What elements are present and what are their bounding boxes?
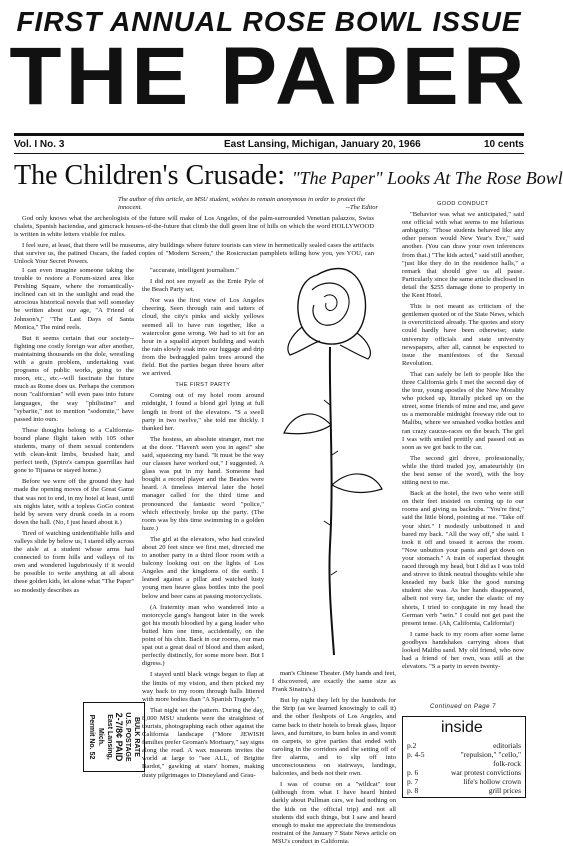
price: 10 cents (483, 139, 524, 150)
rose-illustration (272, 255, 392, 665)
col2-paragraph: That night set the pattern. During the day, 8,000 MSU students were the straightest of tourists, photographing each other against the California landscape ("More JEWISH families prefer Groman's Mortuary," say signs along the road. A wax museum invites the world at large to "see ALL, of Brigitte Bardot," gawking at stars' homes, making dusty pilgrimages to Disneyland and Grau- (142, 706, 264, 779)
col4-paragraph: Back at the hotel, the two who were still on their feet insisted on coming up to our rooms and giving us backrubs. "You're first," said the little blond, pointing at me. "Take off your shirt." I modestly unbuttoned it and bared my back. "All the way off," she said. I took it off and tossed it across the room. "Now unbutton your pants and get down on your stomach." A train of superfast thought raced through my head, but I did as I was told and strove to think neutral thoughts while she kneaded my back like the good nursing student she was. As her hands disappeared, albeit not very far, under the elastic of my shorts, I tried to conjugate in my head the German verb "sein." I could not get past the present tense. (Ah, California, California!) (402, 490, 524, 627)
col4-paragraph: That can safely be left to people like the three California girls I met the second day of the tour, young apostles of the New Morality who picked up, literally picked up on the street, some friends of mine and me, and gave us a memorable midnight freeway ride out to Malibu, where we smashed vodka bottles and ran crazy caucus-races on the beach. The girl I was with smiled prettily and passed out as soon as we got back to the car. (402, 370, 524, 451)
inside-topic: life's hollow crown (463, 777, 521, 786)
stamp-line: 2-7/8¢ PAID (114, 712, 124, 762)
top-rule (14, 133, 524, 136)
stamp-line: East Lansing, Mich. (97, 714, 113, 760)
rose-icon (272, 255, 392, 665)
article-column-1 (14, 267, 134, 679)
lead-paragraph: God only knows what the archeologists of the future will make of Los Angeles, of the palm-surrounded Venetian palazzos, Swiss chalets, Spanish haciendas, and gimcrack houses-of-the-future that climb the dull green line of hills on which the word HOLLYWOOD is written in white letters visible for miles. (14, 215, 374, 239)
inside-topic: editorials (493, 741, 521, 750)
editor-note-text: The author of this article, an MSU student, wishes to remain anonymous in order to protect the innocent. (118, 196, 365, 211)
inside-topic: "repulsion," "cello," (460, 750, 521, 759)
inside-page: p. 8 (407, 786, 419, 795)
col2-paragraph: The hostess, an absolute stranger, met me at the door. "Haven't seen you in ages!" she said, squeezing my hand. "It must be the way our classes have worked out," I suggested. A glass was put in my hand. Someone had bought a record player and the Beatles were heard. A timeless interval later the hotel manager called for the third time and pronounced the fantastic word "police," which effectively broke up the party. (The room was by this time swimming in a golden haze.) (142, 435, 264, 532)
col2-paragraph: "accurate, intelligent journalism." (150, 267, 239, 274)
editor-note (118, 196, 378, 211)
subhead-first-party: THE FIRST PARTY (175, 382, 231, 389)
inside-index (402, 716, 526, 798)
stamp-line: BULK RATE (133, 717, 140, 757)
inside-row[interactable] (407, 759, 521, 768)
inside-title: inside (441, 719, 483, 736)
col3-paragraph: I was of course on a "wildcat" tour (although from what I have heard hinted darkly about Pullman cars, we had nothing on the kids on the official trip) and not all students did such things, but I saw and heard enough to make me appreciate the tremendous restraint of the January 7 State News article on MSU's conduct in California. (272, 781, 396, 845)
col1-paragraph: Tired of watching unidentifiable hills and valleys slide by below us, I stared idly across the aisle at a student whose arms had connected to form hills and valleys of its own and wondered lugubriously if it would be possible to write anything at all about these golden kids, let alone what "The Paper" so modestly describes as (14, 529, 135, 594)
inside-topic: war protest convictions (451, 768, 521, 777)
subhead-good-conduct: GOOD CONDUCT (437, 201, 489, 207)
inside-row[interactable] (407, 768, 521, 777)
editor-attribution: --The Editor (345, 204, 378, 211)
postage-stamp (83, 702, 145, 772)
col3-paragraph: man's Chinese Theater. (My hands and feet, I discovered, are exactly the same size as Frank Sinatra's.) (272, 670, 396, 694)
inside-row[interactable] (407, 750, 521, 759)
headline-sub: "The Paper" Looks At The Rose Bowl (292, 168, 563, 188)
col4-paragraph: I came back to my room after some lame goodbyes handshakes carrying shoes that looked Malibu sand. My old friend, who now had a friend of her own, was still at the elevators. "S a party in seven twenty- (402, 630, 524, 671)
inside-page: p. 4-5 (407, 750, 425, 759)
stamp-line: U.S. POSTAGE (124, 712, 131, 762)
col2-paragraph: I did not see myself as the Ernie Pyle of the Beach Party set. (142, 278, 264, 294)
inside-list (407, 741, 521, 795)
volume-number: Vol. I No. 3 (14, 139, 65, 150)
article-column-2 (142, 267, 264, 795)
col1-paragraph: I can even imagine someone taking the trouble to restore a Forum-sized area like Pershing Square, where the romantically-inclined can sit in the sunlight and read the atrocious historical novels that will someday be written about our age, "A Friend of Johnson's," "The Last Days of Santa Monica," The mind reels. (14, 267, 134, 331)
headline-main: The Children's Crusade: (14, 160, 285, 191)
col4-paragraph: The second girl drove, professionally, while the third traded joy, amateurishly (in the best sense of the word), with the boy sitting next to me. (402, 454, 524, 487)
inside-row[interactable] (407, 777, 521, 786)
col2-paragraph: Nor was the first view of Los Angeles cheering. Seen through rain and tatters of cloud, the city's pinks and sickly yellows seemed all to have run together, like a watercolor gone wrong. We had to sit for an hour in a squalid airport building and watch the rain slowly soak into our luggage and drip from the bedraggled palm trees around the field. But the parties began three hours after we arrived. (142, 297, 264, 378)
inside-topic: folk-rock (493, 759, 521, 768)
headline (14, 160, 563, 192)
col1-paragraph: These thoughts belong to a California-bound plane flight taken with 105 other students, many of them sexual contenders with clean-knit limbs, brushed hair, and perfect teeth, (Spiro's campus guerrillas had gone to Tijuana or stayed home.) (14, 426, 134, 475)
col3-paragraph: But by night they left by the hundreds for the Strip (as we learned knowingly to call it) and the other fleshpots of Los Angeles, and came back to their hotels to break glass, liquor laws, and furniture, to burn holes in and vomit on carpets, to give parties that ended with caroling in the corridors and the setting off of fire alarms, and to slip off into unconsciousness on stairways, landings, balconies, and beds not their own. (272, 697, 396, 778)
col1-paragraph: Before we were off the ground they had made the opening moves of the Great Game that was not to end, in my hotel at least, until six nights later, with a topless GoGo contest held by seven very drunk coeds in a room down the hall. (No, I just heard about it.) (14, 478, 134, 526)
lead-paragraph-2: I feel sure, at least, that there will be museums, airy buildings where future tourists can view in hermetically sealed cases the artifacts that survive us, the patined Oscars, the faded copies of "Modern Screen," the Rosicrucian pamphlets telling how you, yes YOU, can Unlock Your Secret Powers. (14, 242, 374, 266)
col2-paragraph: (A fraternity man who wandered into a motorcycle gang's hangout later in the week got his mouth bloodied by a gang leader who butted him one time, accidentally, on the point of his chin. Back in our rooms, our man spat out a great deal of blood and then asked, perfectly distinctly, for some more beer. But I digress.) (142, 603, 264, 668)
col2-paragraph: The girl at the elevators, who had crawled about 20 feet since we first met, directed me to another party in a third floor room with a balcony looking out on the lights of Los Angeles and the kingdoms of the earth. I leaned against a pillar and watched lusty young men heave glass bottles into the pool below and beer cans at passing motorcyclists. (142, 535, 264, 600)
inside-page: p. 6 (407, 768, 419, 777)
masthead-title: THE PAPER (9, 31, 529, 122)
col2-paragraph: I stayed until black wings began to flap at the limits of my vision, and then picked my way back to my room through halls littered with more bodies than "A Spanish Tragedy." (142, 671, 264, 703)
inside-page: p.2 (407, 741, 417, 750)
col1-paragraph: But it seems certain that our society--fighting one costly foreign war after another, maintaining thousands on the dole, wrestling with a grain problem, undertaking vast programs of public works, going to the moon, etc., etc.--will fascinate the future much as Rome does us. Perhaps the common noun "californian" will even pass into future languages, the way "philistine" and "sybarite," not to mention "sodomite," have passed into ours. (14, 334, 134, 423)
stamp-line: Permit No. 52 (88, 714, 95, 760)
inside-topic: grill prices (488, 786, 521, 795)
continued-link[interactable]: Continued on Page 7 (430, 704, 496, 710)
inside-row[interactable] (407, 741, 521, 750)
col4-paragraph: This is not meant as criticism of the gentlemen quoted or of the State News, which is overcriticized already. The quotes and story could hardly have been otherwise; state university officials and state university newspapers, after all, cannot be expected to issue the manifestoes of the Sexual Revolution. (402, 303, 524, 367)
article-column-4 (402, 200, 524, 700)
inside-row[interactable] (407, 786, 521, 795)
article-column-3 (272, 670, 396, 845)
issue-banner: FIRST ANNUAL ROSE BOWL ISSUE (16, 6, 522, 37)
inside-page: p. 7 (407, 777, 419, 786)
bottom-rule (14, 153, 524, 154)
col4-paragraph: "Behavior was what we anticipated," said one official with what seems to me hilarious ambiguity. "Those students behaved like any other person would New Year's Eve," said another. (You can draw your own inferences from that.) "The kids acted," said still another, "just like they do in the residence halls," a remark that should give us all pause. Particularly since the same article disclosed in detail the $255 damage done to property in the Kent Hotel. (402, 211, 524, 300)
col2-paragraph: Coming out of my hotel room around midnight, I found a blond girl lying at full length in front of the elevators. "S a swell party in two twelve," she told me thickly. I thanked her. (142, 392, 264, 432)
place-date: East Lansing, Michigan, January 20, 1966 (224, 139, 421, 150)
